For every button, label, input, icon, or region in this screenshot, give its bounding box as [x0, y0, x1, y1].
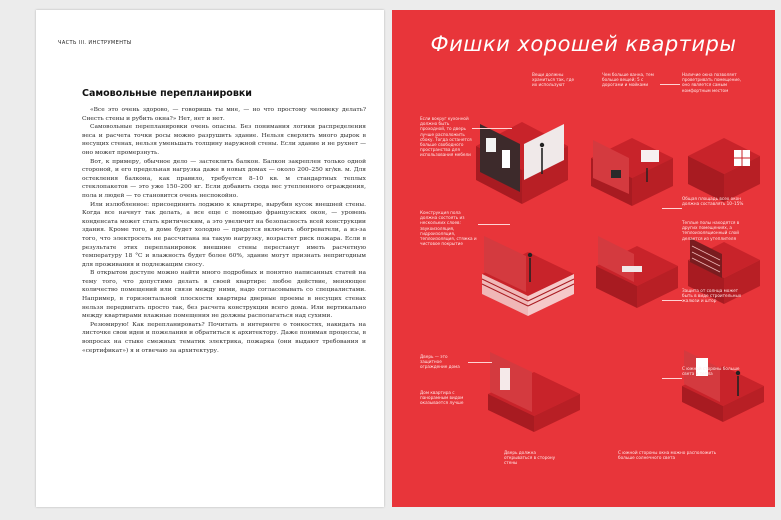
callout-storage: Вещи должны храниться так, где их используют	[532, 72, 575, 88]
paragraph: Или излюбленное: присоединить лоджию к квартире, вырубив кусок внешней стены. Когда все начнут так делать, а все еще с помощью французских окон, — уровень конденсата может стать критическим, а это увеличит на безопасность всей конструкции здания. Кроме того, в доме будет холодно — придется включать обогреватели, а из-за того, что электросеть не рассчитана на такую нагрузку, возрастет риск пожара. Если в результате этих перепланировок внешние стены перестанут иметь расчетную температуру 18 °С и влажность будет более 60%, здание могут признать непригодным для проживания и подлежащим сносу.	[82, 201, 366, 268]
leader-line	[472, 128, 512, 129]
leader-line	[662, 300, 682, 301]
body-text	[82, 106, 366, 355]
callout-south-window: С южной стороны окна можно расположить больше солнечного света	[618, 450, 717, 461]
callout-window-ventilation: Наличие окна позволяет проветривать помещение, оно является самым комфортным местом	[682, 72, 742, 93]
callout-south-light: С южной стороны больше света и тепла	[682, 366, 740, 377]
callout-bathroom: Чем больше ванна, тем больше вещей; 5 с дорогами и мойками	[602, 72, 654, 88]
section-title: Самовольные перепланировки	[82, 88, 252, 99]
entrance-room-illustration	[484, 346, 584, 436]
paragraph: «Все это очень здорово, — говоришь ты мне, — но что простому человеку делать? Снесть стены и рубить окна?» Нет, нет и нет.	[82, 107, 366, 122]
south-window-illustration	[678, 346, 768, 426]
callout-window-area: Общая площадь всех окон должна составлять 10–15%	[682, 196, 744, 207]
running-head: ЧАСТЬ III. ИНСТРУМЕНТЫ	[58, 40, 132, 46]
callout-panoramic-view: Дом квартира с панорамным видом оказывается лучше	[420, 390, 464, 406]
callout-kitchen-door: Если вокруг кухонной должно быть проходной, то дверь лучше расположить сбоку. Тогда останется больше свободного пространства для использования мебели	[420, 116, 472, 158]
leader-line	[662, 208, 682, 209]
callout-door-opening: Дверь должна открываться в сторону стены	[504, 450, 556, 466]
leader-line	[478, 224, 510, 225]
leader-line	[468, 362, 492, 363]
paragraph: Резюмирую! Как перепланировать? Почитать в интернете о тонкостях, накидать на листочке свои идеи и пожелания и обратиться к архитектору. Даже понимая процессы, в вопросах на стыке смежных тематик электрика, пожарка (они выдают требования и «сертификат») я и отвечаю за архитектуру.	[82, 321, 366, 354]
paragraph: В открытом доступе можно найти много подробных и понятно написанных статей на тему того, что допустимо делать в своей квартире: любое действие, меняющее количество помещений или связи между ними, надо согласовывать со специалистами. Например, в горизонтальной плоскости квартиры дверные проемы в несущих стенах нельзя передвигать просто так, без расчета конструкции всего дома. Или вертикально между квартирами влажные помещения не должны располагаться над сухими.	[82, 270, 366, 320]
living-room-illustration	[587, 130, 677, 210]
callout-floor-layers: Конструкция пола должна состоять из нескольких слоев: звукоизоляция, гидроизоляция, теплоизоляция, стяжка и чистовое покрытие	[420, 210, 477, 247]
paragraph: Вот, к примеру, обычное дело — застеклить балкон. Балкон закреплен только одной стороной, и его предельная нагрузка даже в новых домах — около 200–250 кг/кв. м. Для остекления балкона, как правило, требуется 8–10 кв. м стандартных теплых стеклопакетов — это уже 150–200 кг. Если добавить сюда вес утепленного ограждения, пола и людей — то становится очень неспокойно.	[82, 158, 366, 199]
callout-sun-protection: Защита от солнца может быть в виде строительных жалюзи и штор	[682, 288, 742, 304]
poster-title: Фишки хорошей квартиры	[430, 32, 737, 56]
left-page	[36, 10, 384, 507]
leader-line	[660, 84, 680, 85]
floor-layers-illustration	[478, 232, 578, 322]
infographic-page	[392, 10, 775, 507]
leader-line	[662, 378, 682, 379]
paragraph: Самовольные перепланировки очень опасны. Без понимания логики распределения веса и расчета точки росы можно разрушить здание. Нельзя сверлить много дырок в несущих стенах, нельзя уменьшать толщину наружной стены. Если здание и не рухнет — оно может промерзнуть.	[82, 124, 366, 156]
callout-door-protection: Дверь — это защитное ограждение дома	[420, 354, 460, 370]
callout-warm-floors: Теплые полы находятся в других помещениях, а теплоизоляционный слой делается из утеплителя	[682, 220, 740, 241]
